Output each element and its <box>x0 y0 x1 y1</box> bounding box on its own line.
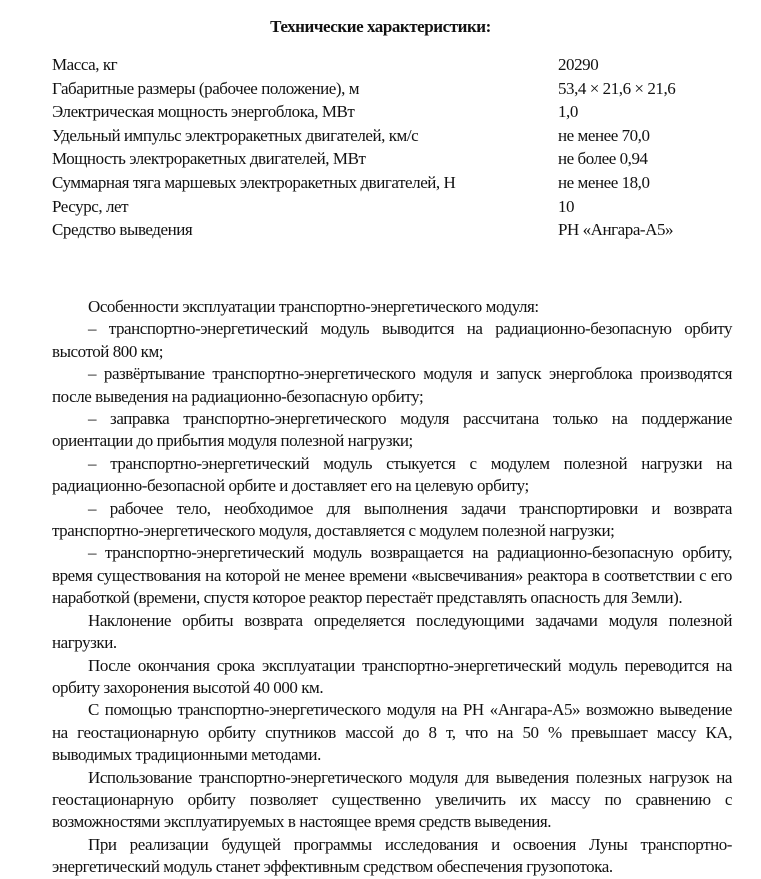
list-item-return: – транспортно-энергетический модуль возвращается на радиационно-безопасную орбиту, время существования на которой не менее времени «высвечивания» реактора в соответствии с его наработкой (времени, спустя которое реактор перестаёт представлять опасность для Земли). <box>52 543 732 608</box>
list-item-working-fluid: – рабочее тело, необходимое для выполнения задачи транспортировки и возврата транспортно-энергетического модуля, доставляется с модулем полезной нагрузки; <box>52 498 732 541</box>
paragraph-inclination: Наклонение орбиты возврата определяется последующими задачами модуля полезной нагрузки. <box>52 610 732 653</box>
spec-value: не менее 18,0 <box>558 172 650 192</box>
spec-value: не менее 70,0 <box>558 125 650 145</box>
spec-row-electric-power <box>52 102 732 126</box>
spec-label: Ресурс, лет <box>52 196 129 216</box>
spec-row-dimensions <box>52 79 732 103</box>
spec-value: 10 <box>558 196 575 216</box>
list-item-docking: – транспортно-энергетический модуль стыкуется с модулем полезной нагрузки на радиационно-безопасной орбите и доставляет его на целевую орбиту; <box>52 453 732 496</box>
spec-value: РН «Ангара-А5» <box>558 220 674 240</box>
spec-row-lifetime <box>52 197 732 221</box>
spec-row-thrust <box>52 173 732 197</box>
spec-label: Электрическая мощность энергоблока, МВт <box>52 102 355 122</box>
spec-row-engine-power <box>52 149 732 173</box>
spec-value: 1,0 <box>558 102 578 122</box>
paragraph-geo-usage: Использование транспортно-энергетического модуля для выведения полезных нагрузок на геостационарную орбиту позволяет существенно увеличить их массу по сравнению с возможностями эксплуатируемых в настоящее время средств выведения. <box>52 767 732 832</box>
spec-label: Габаритные размеры (рабочее положение), м <box>52 78 359 98</box>
spec-label: Суммарная тяга маршевых электроракетных двигателей, Н <box>52 172 456 192</box>
spec-value: 20290 <box>558 55 599 74</box>
paragraph-disposal-orbit: После окончания срока эксплуатации транспортно-энергетический модуль переводится на орбиту захоронения высотой 40 000 км. <box>52 655 732 697</box>
spec-label: Масса, кг <box>52 55 118 74</box>
paragraph-features-intro: Особенности эксплуатации транспортно-энергетического модуля: <box>88 297 539 316</box>
spec-row-specific-impulse <box>52 126 732 150</box>
list-item-fueling: – заправка транспортно-энергетического модуля рассчитана только на поддержание ориентации до прибытия модуля полезной нагрузки; <box>52 409 732 451</box>
paragraph-angara-capability: С помощью транспортно-энергетического модуля на РН «Ангара-А5» возможно выведение на геостационарную орбиту спутников массой до 8 т, что на 50 % превышает массу КА, выводимых традиционными методами. <box>52 700 732 765</box>
spec-table <box>52 55 732 244</box>
body-text <box>52 296 732 879</box>
spec-value: 53,4 × 21,6 × 21,6 <box>558 78 676 98</box>
spec-value: не более 0,94 <box>558 149 648 169</box>
spec-row-launch-vehicle <box>52 220 732 244</box>
spec-label: Средство выведения <box>52 220 193 240</box>
section-title: Технические характеристики: <box>270 17 491 36</box>
spec-label: Мощность электроракетных двигателей, МВт <box>52 149 366 169</box>
spec-label: Удельный импульс электроракетных двигателей, км/с <box>52 125 419 145</box>
paragraph-moon-program: При реализации будущей программы исследования и освоения Луны транспортно-энергетический модуль станет эффективным средством обеспечения грузопотока. <box>52 834 732 877</box>
spec-row-mass <box>52 55 732 79</box>
list-item-deployment: – развёртывание транспортно-энергетического модуля и запуск энергоблока производятся после выведения на радиационно-безопасную орбиту; <box>52 364 732 406</box>
list-item-orbit-800: – транспортно-энергетический модуль выводится на радиационно-безопасную орбиту высотой 800 км; <box>52 319 732 361</box>
